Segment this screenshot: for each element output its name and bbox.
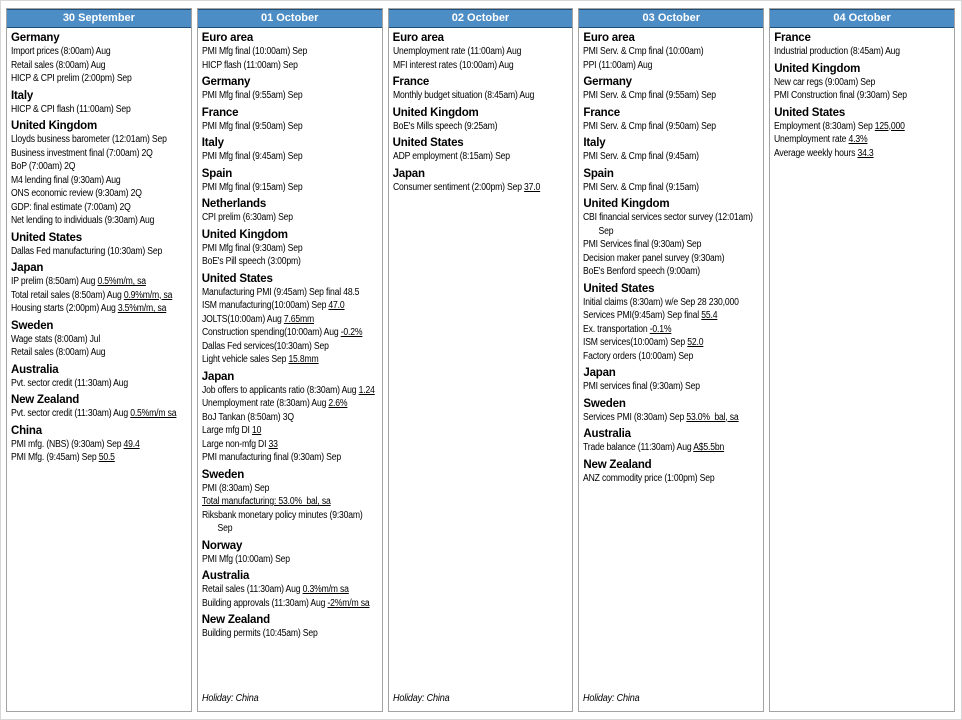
event-line: BoE's Mills speech (9:25am) — [392, 120, 497, 132]
country-header: Japan — [11, 262, 44, 274]
event-line: Import prices (8:00am) Aug — [11, 46, 111, 57]
event-line: Total retail sales (8:50am) Aug 0.9%m/m, sa — [11, 289, 173, 301]
event-line: Net lending to individuals (9:30am) Aug — [11, 215, 155, 226]
event-line: PMI Mfg (10:00am) Sep — [201, 553, 290, 565]
event-line: BoP (7:00am) 2Q — [11, 161, 76, 172]
event-line: JOLTS(10:00am) Aug 7.65mm — [201, 313, 314, 325]
country-header: Sweden — [201, 468, 245, 481]
event-forecast-value: 47.0 — [328, 300, 345, 311]
event-line: BoE's Benford speech (9:00am) — [583, 266, 701, 277]
calendar-board — [6, 8, 955, 712]
date-header: 03 October — [579, 9, 763, 28]
country-header: Germany — [583, 76, 632, 88]
event-line: Large mfg DI 10 — [201, 425, 262, 436]
country-header: Australia — [201, 570, 250, 582]
country-header: Australia — [583, 428, 631, 440]
event-line: Employment (8:30am) Sep 125,000 — [774, 120, 905, 132]
event-line: Retail sales (8:00am) Aug — [11, 347, 106, 358]
event-line: PMI Serv. & Cmp final (9:45am) — [583, 151, 700, 162]
day-events — [579, 28, 763, 711]
event-line: Monthly budget situation (8:45am) Aug — [392, 90, 534, 101]
country-header: Euro area — [392, 32, 444, 44]
event-line: ONS economic review (9:30am) 2Q — [11, 188, 142, 199]
event-line: Unemployment rate (8:30am) Aug 2.6% — [201, 398, 348, 409]
day-events — [7, 28, 191, 711]
day-events — [389, 28, 573, 711]
event-line: PMI (8:30am) Sep — [201, 482, 270, 494]
event-line: PMI manufacturing final (9:30am) Sep — [201, 452, 341, 463]
day-events — [770, 28, 954, 711]
country-header: United Kingdom — [392, 106, 479, 119]
holiday-note: Holiday: China — [201, 692, 259, 704]
country-header: New Zealand — [11, 394, 80, 406]
event-line: PMI Serv. & Cmp final (10:00am) — [583, 46, 704, 57]
event-line: Dallas Fed services(10:30am) Sep — [201, 340, 329, 352]
country-header: Germany — [11, 32, 60, 44]
event-forecast-value: Total manufacturing: 53.0% bal, sa — [201, 496, 331, 507]
event-line: IP prelim (8:50am) Aug 0.5%m/m, sa — [11, 276, 146, 287]
event-line: ISM services(10:00am) Sep 52.0 — [583, 337, 704, 348]
event-forecast-value: 49.4 — [123, 438, 140, 450]
event-line: Riksbank monetary policy minutes (9:30am) Sep — [201, 509, 365, 534]
event-line: PMI Serv. & Cmp final (9:15am) — [583, 181, 700, 193]
country-header: France — [392, 76, 430, 88]
event-line: PMI Serv. & Cmp final (9:50am) Sep — [583, 120, 717, 132]
date-header: 02 October — [389, 9, 573, 28]
event-line — [202, 495, 378, 509]
event-line: Initial claims (8:30am) w/e Sep 28 230,000 — [583, 296, 740, 308]
event-forecast-value: 52.0 — [687, 337, 704, 348]
event-line: PMI Mfg final (9:45am) Sep — [201, 151, 303, 162]
event-line: ANZ commodity price (1:00pm) Sep — [583, 472, 715, 484]
day-column — [197, 8, 383, 712]
event-line: Unemployment rate (11:00am) Aug — [392, 46, 521, 57]
holiday-note: Holiday: China — [583, 692, 640, 704]
event-line: Job offers to applicants ratio (8:30am) Aug 1.24 — [201, 384, 375, 396]
country-header: United States — [201, 272, 273, 285]
event-line: PMI services final (9:30am) Sep — [583, 381, 701, 392]
country-header: Euro area — [201, 32, 254, 44]
event-line: Factory orders (10:00am) Sep — [583, 350, 694, 362]
event-line: Consumer sentiment (2:00pm) Sep 37.0 — [392, 181, 540, 193]
event-line: Ex. transportation -0.1% — [583, 323, 672, 335]
event-line: CPI prelim (6:30am) Sep — [201, 212, 293, 223]
event-line: PMI mfg. (NBS) (9:30am) Sep 49.4 — [11, 438, 140, 450]
event-forecast-value: 0.5%m/m, sa — [97, 276, 146, 287]
event-line: PMI Mfg final (9:15am) Sep — [201, 181, 303, 193]
event-forecast-value: 3.5%m/m, sa — [117, 303, 167, 314]
country-header: United States — [392, 137, 464, 149]
event-line: M4 lending final (9:30am) Aug — [11, 174, 121, 186]
day-column — [6, 8, 192, 712]
country-header: Sweden — [11, 319, 54, 332]
event-forecast-value: 15.8mm — [288, 354, 319, 365]
country-header: United States — [774, 106, 846, 119]
event-forecast-value: 33 — [268, 438, 278, 450]
event-line: Wage stats (8:00am) Jul — [11, 333, 101, 345]
day-column — [388, 8, 574, 712]
event-line: GDP: final estimate (7:00am) 2Q — [11, 201, 131, 213]
country-header: Sweden — [583, 397, 626, 410]
country-header: Italy — [201, 137, 224, 149]
country-header: Norway — [201, 539, 243, 552]
country-header: France — [774, 32, 811, 44]
country-header: Spain — [583, 167, 614, 180]
country-header: Euro area — [583, 32, 635, 44]
country-header: Japan — [583, 367, 616, 379]
event-line: PMI Mfg final (9:30am) Sep — [201, 242, 303, 254]
event-line: PMI Mfg. (9:45am) Sep 50.5 — [11, 452, 115, 463]
country-header: Italy — [11, 89, 34, 102]
country-header: Netherlands — [201, 198, 267, 210]
country-header: United Kingdom — [774, 62, 861, 75]
event-forecast-value: 4.3% — [848, 134, 868, 145]
event-forecast-value: -2%m/m sa — [327, 597, 370, 609]
event-line: PMI Construction final (9:30am) Sep — [774, 90, 908, 101]
country-header: United Kingdom — [583, 198, 670, 210]
event-line: Dallas Fed manufacturing (10:30am) Sep — [11, 245, 163, 257]
event-forecast-value: -0.2% — [340, 327, 363, 338]
country-header: Japan — [201, 370, 235, 383]
event-forecast-value: A$5.5bn — [693, 442, 725, 453]
event-line: HICP flash (11:00am) Sep — [201, 59, 298, 71]
event-line: New car regs (9:00am) Sep — [774, 76, 876, 88]
event-line: Manufacturing PMI (9:45am) Sep final 48.5 — [201, 286, 360, 298]
event-line: ISM manufacturing(10:00am) Sep 47.0 — [201, 300, 345, 311]
event-forecast-value: 2.6% — [328, 398, 348, 409]
country-header: Australia — [11, 363, 59, 376]
event-forecast-value: 34.3 — [857, 147, 874, 159]
country-header: Spain — [201, 167, 233, 180]
country-header: Italy — [583, 137, 606, 149]
country-header: Germany — [201, 76, 251, 88]
event-line: Services PMI (8:30am) Sep 53.0% bal, sa — [583, 411, 739, 423]
event-line: Decision maker panel survey (9:30am) — [583, 252, 725, 264]
day-events — [198, 28, 382, 711]
country-header: New Zealand — [583, 458, 652, 471]
event-line: Building permits (10:45am) Sep — [201, 628, 318, 639]
event-line: HICP & CPI flash (11:00am) Sep — [11, 103, 131, 115]
event-line: Retail sales (8:00am) Aug — [11, 59, 106, 71]
country-header: United States — [11, 231, 82, 244]
event-forecast-value: 0.5%m/m sa — [130, 408, 177, 419]
event-line: MFI interest rates (10:00am) Aug — [392, 59, 514, 71]
event-line: CBI financial services sector survey (12:01am) Sep — [583, 212, 756, 237]
event-forecast-value: 1.24 — [358, 384, 375, 396]
event-line: Retail sales (11:30am) Aug 0.3%m/m sa — [201, 584, 349, 595]
event-line: Pvt. sector credit (11:30am) Aug 0.5%m/m sa — [11, 408, 177, 419]
event-line: Pvt. sector credit (11:30am) Aug — [11, 377, 128, 389]
event-line: Light vehicle sales Sep 15.8mm — [201, 354, 319, 365]
event-line: Unemployment rate 4.3% — [774, 134, 868, 145]
country-header: France — [201, 106, 239, 119]
country-header: United Kingdom — [201, 228, 288, 241]
event-line: Building approvals (11:30am) Aug -2%m/m sa — [201, 597, 370, 609]
country-header: China — [11, 424, 42, 437]
event-line: PPI (11:00am) Aug — [583, 59, 653, 71]
country-header: New Zealand — [201, 614, 270, 626]
country-header: United States — [583, 282, 655, 295]
event-line: Construction spending(10:00am) Aug -0.2% — [201, 327, 363, 338]
event-line: HICP & CPI prelim (2:00pm) Sep — [11, 73, 132, 84]
event-line: PMI Mfg final (9:55am) Sep — [201, 90, 303, 101]
event-forecast-value: 0.3%m/m sa — [302, 584, 349, 595]
country-header: Japan — [392, 167, 425, 180]
event-forecast-value: -0.1% — [650, 323, 672, 335]
event-line: Industrial production (8:45am) Aug — [774, 46, 901, 57]
country-header: United Kingdom — [11, 120, 97, 132]
event-forecast-value: 55.4 — [701, 310, 718, 321]
day-column — [578, 8, 764, 712]
event-line: PMI Mfg final (9:50am) Sep — [201, 120, 303, 132]
event-line: Services PMI(9:45am) Sep final 55.4 — [583, 310, 718, 321]
date-header: 01 October — [198, 9, 382, 28]
day-column — [769, 8, 955, 712]
event-forecast-value: 10 — [251, 425, 262, 436]
event-forecast-value: 37.0 — [523, 181, 540, 193]
date-header: 30 September — [7, 9, 191, 28]
event-line: Average weekly hours 34.3 — [774, 147, 874, 159]
event-forecast-value: 0.9%m/m, sa — [123, 289, 173, 301]
date-header: 04 October — [770, 9, 954, 28]
country-header: France — [583, 106, 620, 119]
holiday-note: Holiday: China — [392, 692, 450, 704]
event-line: Trade balance (11:30am) Aug A$5.5bn — [583, 442, 725, 453]
event-line: PMI Serv. & Cmp final (9:55am) Sep — [583, 90, 717, 101]
event-line: BoE's Pill speech (3:00pm) — [201, 256, 301, 267]
event-line: Housing starts (2:00pm) Aug 3.5%m/m, sa — [11, 303, 167, 314]
event-line: PMI Services final (9:30am) Sep — [583, 239, 702, 250]
event-forecast-value: 125,000 — [874, 120, 905, 132]
event-line: Business investment final (7:00am) 2Q — [11, 147, 153, 159]
event-forecast-value: 53.0% bal, sa — [686, 411, 739, 423]
event-line: Lloyds business barometer (12:01am) Sep — [11, 134, 167, 145]
event-line: ADP employment (8:15am) Sep — [392, 151, 510, 162]
event-forecast-value: 50.5 — [98, 452, 115, 463]
event-forecast-value: 7.65mm — [283, 313, 314, 325]
event-line: PMI Mfg final (10:00am) Sep — [201, 46, 307, 57]
event-line: Large non-mfg DI 33 — [201, 438, 278, 450]
event-line: BoJ Tankan (8:50am) 3Q — [201, 411, 294, 423]
